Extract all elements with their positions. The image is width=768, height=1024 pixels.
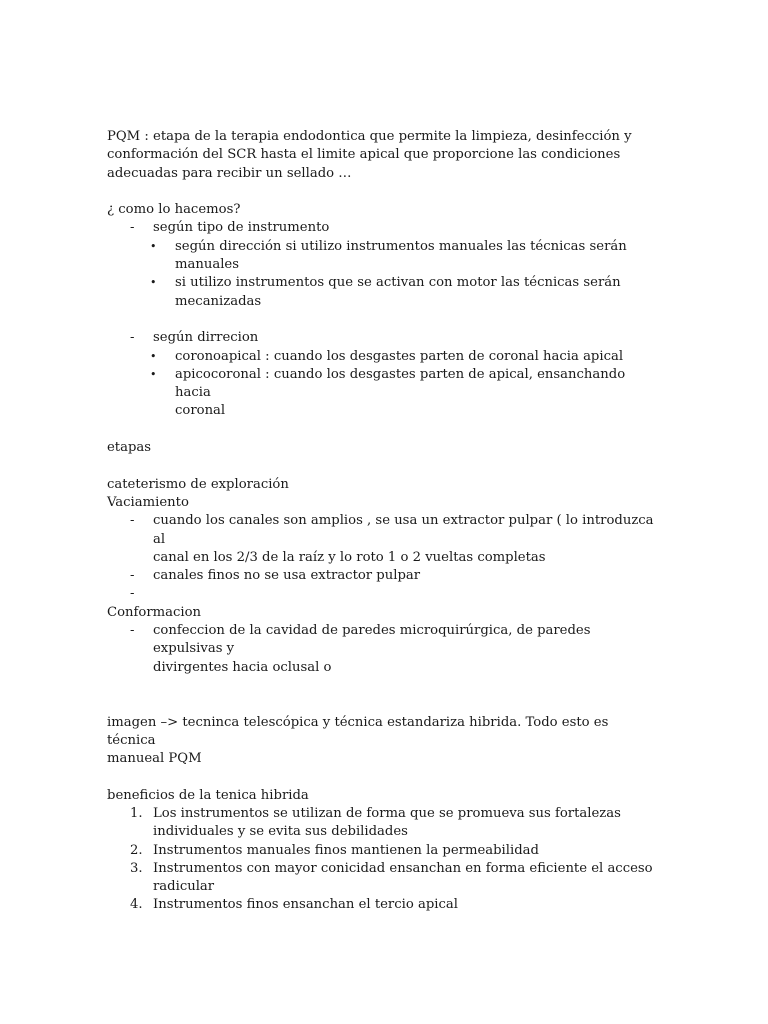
dash-item xyxy=(107,567,655,585)
numbered-item-text: radicular xyxy=(153,879,215,895)
dash-marker: - xyxy=(130,586,135,602)
blank-line xyxy=(107,768,655,786)
bullet-marker: • xyxy=(150,367,157,381)
dash-marker: - xyxy=(130,513,135,529)
numbered-item xyxy=(107,896,655,914)
vaciamiento-list xyxy=(107,512,655,603)
intro-line: conformación del SCR hasta el limite apical que proporcione las condiciones xyxy=(107,147,621,163)
instrument-bullet-list xyxy=(107,238,655,311)
blank-line xyxy=(107,311,655,329)
etapas-label: etapas xyxy=(107,440,152,456)
dash-item xyxy=(107,329,655,347)
bullet-text: apicocoronal : cuando los desgastes parten de apical, ensanchando hacia xyxy=(175,366,626,401)
dash-item xyxy=(107,219,655,237)
dash-item-text: canales finos no se usa extractor pulpar xyxy=(153,568,421,584)
imagen-line: manueal PQM xyxy=(107,751,202,767)
cateterismo-heading: cateterismo de exploración xyxy=(107,476,289,492)
dash-item xyxy=(107,512,655,567)
numbered-item xyxy=(107,860,655,897)
item-number: 1. xyxy=(130,805,143,821)
item-number: 4. xyxy=(130,897,143,913)
bullet-text: mecanizadas xyxy=(175,293,262,309)
blank-line xyxy=(107,183,655,201)
numbered-item xyxy=(107,805,655,842)
conformacion-heading: Conformacion xyxy=(107,604,202,620)
bullet-marker: • xyxy=(150,276,157,290)
blank-line xyxy=(107,677,655,695)
numbered-item-text: Instrumentos finos ensanchan el tercio apical xyxy=(153,897,458,913)
blank-line xyxy=(107,421,655,439)
bullet-text: manuales xyxy=(175,257,240,273)
dash-item-text: según dirrecion xyxy=(153,330,259,346)
dash-item-text: canal en los 2/3 de la raíz y lo roto 1 o 2 vueltas completas xyxy=(153,549,546,565)
bullet-marker: • xyxy=(150,349,157,363)
dash-item xyxy=(107,585,655,603)
dash-item-text: cuando los canales son amplios , se usa un extractor pulpar ( lo introduzca al xyxy=(153,513,654,547)
numbered-item xyxy=(107,842,655,860)
bullet-item xyxy=(107,274,655,311)
dash-marker: - xyxy=(130,220,135,236)
intro-line: PQM : etapa de la terapia endodontica que permite la limpieza, desinfección y xyxy=(107,129,632,144)
bullet-item xyxy=(107,366,655,421)
numbered-item-text: Instrumentos con mayor conicidad ensanchan en forma eficiente el acceso xyxy=(153,860,653,876)
bullet-text: según dirección si utilizo instrumentos manuales las técnicas serán xyxy=(175,238,627,254)
intro-paragraph xyxy=(107,128,655,183)
item-number: 3. xyxy=(130,860,143,876)
bullet-item xyxy=(107,348,655,366)
dash-item-text: según tipo de instrumento xyxy=(153,220,330,236)
document-content xyxy=(107,128,655,915)
direction-bullet-list xyxy=(107,348,655,421)
numbered-item-text: Instrumentos manuales finos mantienen la permeabilidad xyxy=(153,842,539,858)
dash-marker: - xyxy=(130,330,135,346)
numbered-item-text: individuales y se evita sus debilidades xyxy=(153,824,408,840)
blank-line xyxy=(107,695,655,713)
bullet-marker: • xyxy=(150,239,157,253)
conformacion-list xyxy=(107,622,655,677)
blank-line xyxy=(107,457,655,475)
direccion-dash-list xyxy=(107,329,655,347)
beneficios-heading: beneficios de la tenica hibrida xyxy=(107,787,309,803)
dash-marker: - xyxy=(130,568,135,584)
vaciamiento-heading: Vaciamiento xyxy=(107,494,189,510)
intro-line: adecuadas para recibir un sellado … xyxy=(107,165,352,181)
dash-marker: - xyxy=(130,623,135,639)
como-dash-list xyxy=(107,219,655,237)
bullet-item xyxy=(107,238,655,275)
dash-item-text: divirgentes hacia oclusal o xyxy=(153,659,332,675)
bullet-text: coronoapical : cuando los desgastes parten de coronal hacia apical xyxy=(175,348,624,364)
numbered-item-text: Los instrumentos se utilizan de forma que se promueva sus fortalezas xyxy=(153,805,621,821)
como-heading: ¿ como lo hacemos? xyxy=(107,202,241,218)
imagen-line: imagen –> tecninca telescópica y técnica estandariza hibrida. Todo esto es técnica xyxy=(107,714,609,748)
beneficios-list xyxy=(107,805,655,915)
dash-item-text: confeccion de la cavidad de paredes microquirúrgica, de paredes expulsivas y xyxy=(153,623,591,657)
imagen-paragraph xyxy=(107,714,655,769)
item-number: 2. xyxy=(130,842,143,858)
bullet-text: si utilizo instrumentos que se activan con motor las técnicas serán xyxy=(175,275,621,291)
dash-item xyxy=(107,622,655,677)
bullet-text: coronal xyxy=(175,403,226,419)
